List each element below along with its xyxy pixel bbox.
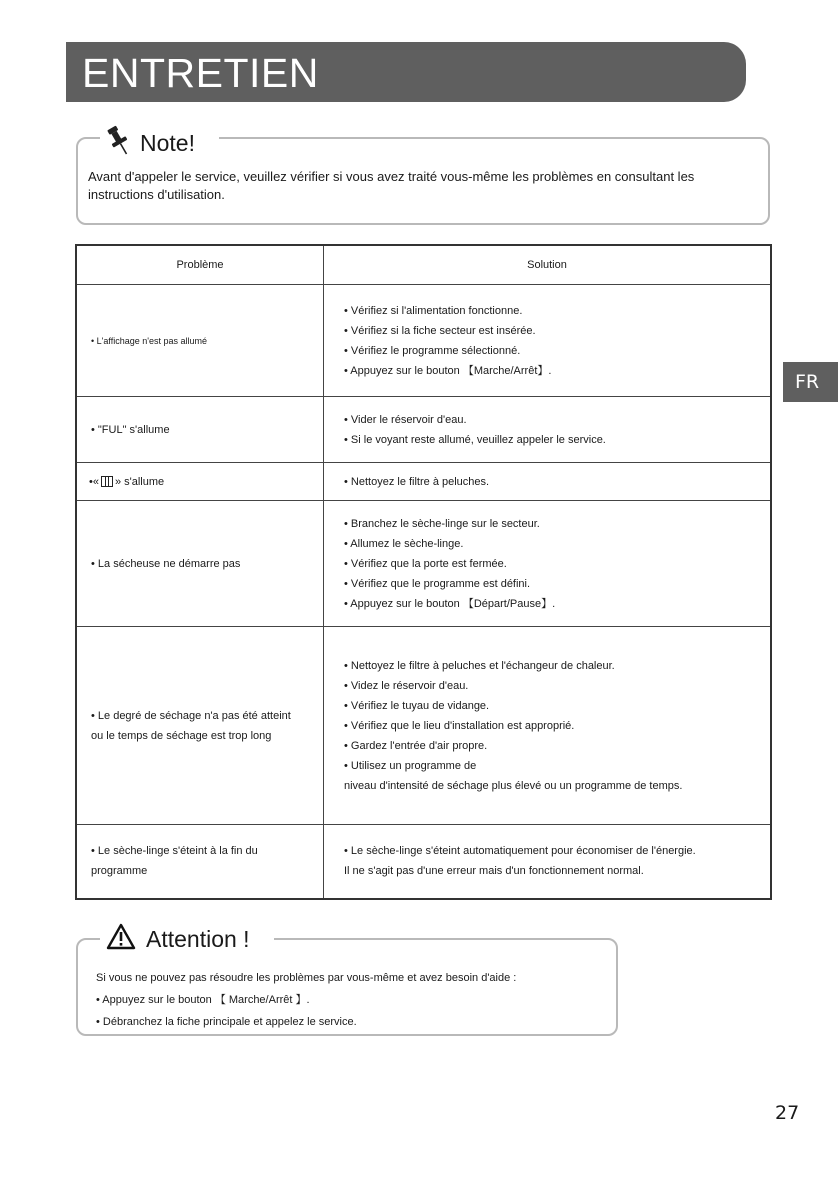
problem-cell: • Le degré de séchage n'a pas été atteint ou le temps de séchage est trop long bbox=[91, 709, 291, 742]
language-tab: FR bbox=[783, 362, 838, 402]
problem-cell: • La sécheuse ne démarre pas bbox=[91, 557, 241, 570]
note-box bbox=[76, 130, 770, 225]
attention-box bbox=[76, 925, 618, 1036]
lint-filter-icon bbox=[101, 476, 113, 487]
solution-line: • Vérifiez que le lieu d'installation est approprié. bbox=[344, 719, 575, 732]
page-number: 27 bbox=[775, 1102, 800, 1124]
note-text: Avant d'appeler le service, veuillez vérifier si vous avez traité vous-même les problèmes en consultant les instructions d'utilisation. bbox=[88, 169, 695, 202]
problem-cell: • Le sèche-linge s'éteint à la fin du programme bbox=[91, 845, 258, 878]
solution-line: • Appuyez sur le bouton 【Marche/Arrêt】. bbox=[344, 364, 552, 377]
table-row bbox=[76, 627, 771, 825]
solution-cell bbox=[324, 656, 770, 796]
solution-line: Il ne s'agit pas d'une erreur mais d'un fonctionnement normal. bbox=[344, 865, 644, 878]
solution-line: • Le sèche-linge s'éteint automatiquement pour économiser de l'énergie. bbox=[344, 845, 696, 858]
note-header bbox=[100, 124, 219, 163]
solution-line: • Videz le réservoir d'eau. bbox=[344, 679, 469, 692]
solution-line: • Vérifiez le programme sélectionné. bbox=[344, 344, 521, 357]
table-row bbox=[76, 825, 771, 899]
solution-line: • Gardez l'entrée d'air propre. bbox=[344, 739, 488, 752]
attention-text bbox=[96, 967, 516, 1033]
problem-prefix: •« bbox=[89, 475, 99, 488]
solution-line: • Branchez le sèche-linge sur le secteur. bbox=[344, 517, 540, 530]
problem-cell bbox=[77, 472, 323, 492]
solution-line: • Vérifiez si l'alimentation fonctionne. bbox=[344, 304, 523, 317]
solution-line: • Vérifiez que le programme est défini. bbox=[344, 577, 531, 590]
solution-line: • Nettoyez le filtre à peluches. bbox=[344, 475, 490, 488]
solution-cell bbox=[324, 410, 770, 450]
solution-line: • Si le voyant reste allumé, veuillez appeler le service. bbox=[344, 433, 606, 446]
problem-suffix: » s'allume bbox=[114, 475, 165, 488]
solution-cell bbox=[324, 472, 770, 492]
section-header-bar bbox=[66, 42, 746, 102]
solution-line: • Appuyez sur le bouton 【Départ/Pause】. bbox=[344, 597, 556, 610]
problem-cell: • "FUL" s'allume bbox=[91, 423, 170, 436]
pushpin-icon bbox=[106, 124, 132, 163]
problem-header: Problème bbox=[76, 245, 324, 285]
attention-title: Attention ! bbox=[146, 925, 250, 952]
attention-line: • Débranchez la fiche principale et appelez le service. bbox=[96, 1016, 357, 1028]
warning-triangle-icon bbox=[106, 923, 136, 955]
table-row bbox=[76, 397, 771, 463]
troubleshooting-table bbox=[75, 244, 772, 900]
solution-line: • Utilisez un programme de bbox=[344, 759, 477, 772]
solution-cell bbox=[324, 841, 770, 881]
note-title: Note! bbox=[140, 130, 195, 156]
solution-line: • Vérifiez que la porte est fermée. bbox=[344, 557, 507, 570]
table-header-row bbox=[76, 245, 771, 285]
table-row bbox=[76, 285, 771, 397]
solution-line: • Vider le réservoir d'eau. bbox=[344, 413, 467, 426]
solution-cell bbox=[324, 301, 770, 381]
table-row bbox=[76, 463, 771, 501]
solution-line: • Nettoyez le filtre à peluches et l'échangeur de chaleur. bbox=[344, 659, 615, 672]
attention-line: • Appuyez sur le bouton 【 Marche/Arrêt 】. bbox=[96, 994, 310, 1006]
solution-cell bbox=[324, 514, 770, 614]
attention-line: Si vous ne pouvez pas résoudre les problèmes par vous-même et avez besoin d'aide : bbox=[96, 972, 517, 984]
solution-line: • Vérifiez le tuyau de vidange. bbox=[344, 699, 490, 712]
solution-line: • Allumez le sèche-linge. bbox=[344, 537, 464, 550]
page-title: ENTRETIEN bbox=[82, 50, 319, 96]
solution-header: Solution bbox=[324, 245, 772, 285]
solution-line: niveau d'intensité de séchage plus élevé ou un programme de temps. bbox=[344, 779, 683, 792]
solution-line: • Vérifiez si la fiche secteur est insérée. bbox=[344, 324, 536, 337]
table-row bbox=[76, 501, 771, 627]
attention-header bbox=[100, 923, 274, 955]
problem-cell: • L'affichage n'est pas allumé bbox=[91, 335, 207, 346]
